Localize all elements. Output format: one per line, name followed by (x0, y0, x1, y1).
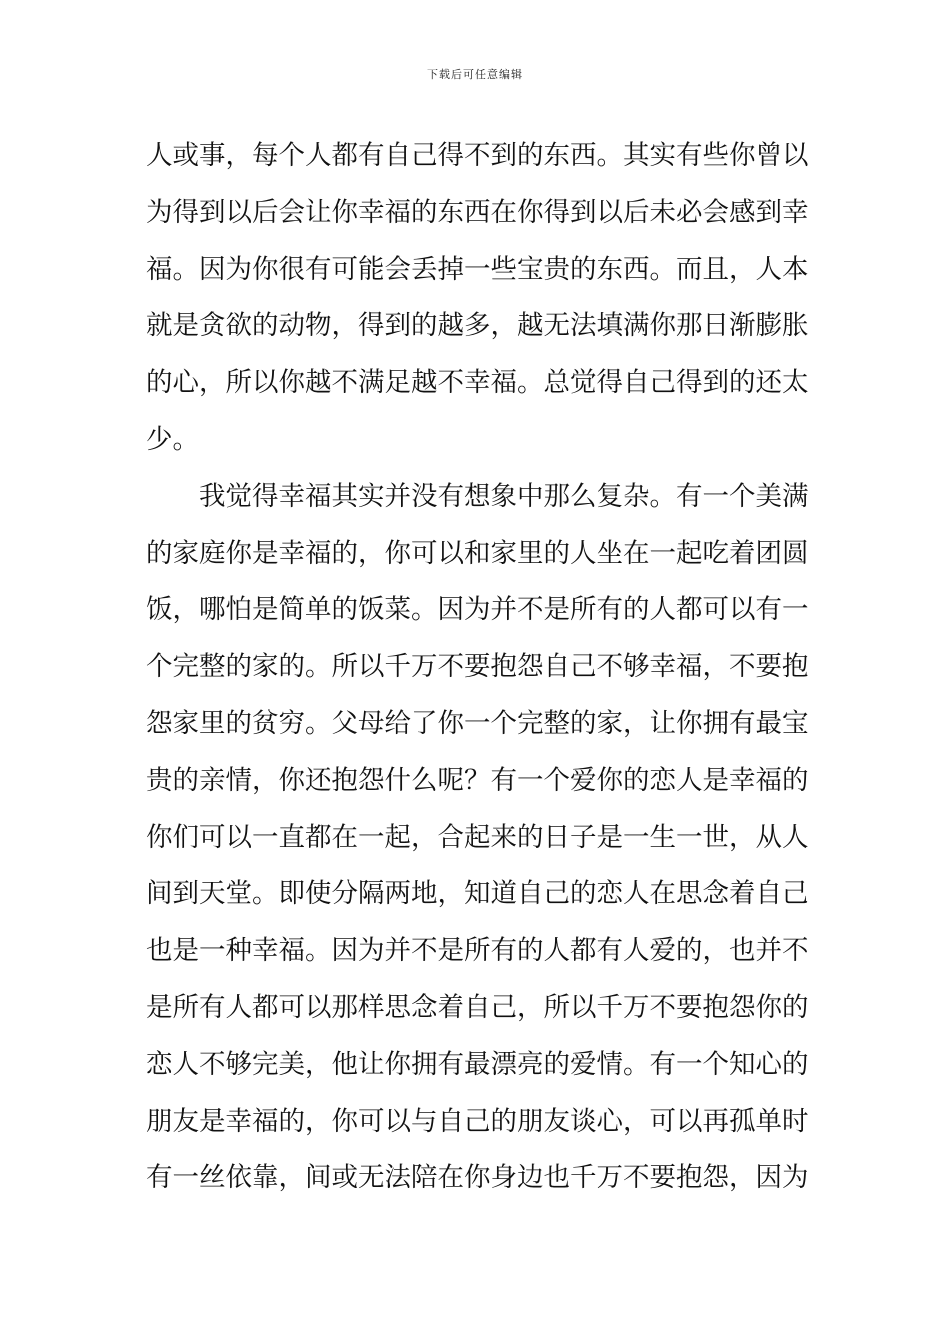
paragraph-2 (146, 469, 808, 1207)
text-line: 我觉得幸福其实并没有想象中那么复杂。有一个美满 (199, 480, 809, 512)
paragraph-1 (146, 128, 808, 469)
text-line: 怨家里的贫穷。父母给了你一个完整的家，让你拥有最宝 (146, 707, 809, 739)
text-line: 个完整的家的。所以千万不要抱怨自己不够幸福，不要抱 (146, 651, 809, 683)
text-line: 是所有人都可以那样思念着自己，所以千万不要抱怨你的 (146, 991, 809, 1023)
document-body (146, 128, 808, 1207)
text-line: 的心，所以你越不满足越不幸福。总觉得自己得到的还太 (146, 367, 809, 399)
text-line: 人或事，每个人都有自己得不到的东西。其实有些你曾以 (146, 140, 809, 171)
text-line: 贵的亲情，你还抱怨什么呢？有一个爱你的恋人是幸福的 (146, 764, 809, 796)
text-line: 恋人不够完美，他让你拥有最漂亮的爱情。有一个知心的 (146, 1048, 809, 1080)
text-line: 福。因为你很有可能会丢掉一些宝贵的东西。而且，人本 (146, 253, 809, 285)
text-line: 的家庭你是幸福的，你可以和家里的人坐在一起吃着团圆 (146, 537, 809, 569)
text-line: 有一丝依靠，间或无法陪在你身边也千万不要抱怨，因为 (146, 1162, 809, 1194)
text-line: 也是一种幸福。因为并不是所有的人都有人爱的，也并不 (146, 935, 809, 967)
text-line: 就是贪欲的动物，得到的越多，越无法填满你那日渐膨胀 (146, 310, 809, 342)
page-header: 下载后可任意编辑 (427, 68, 523, 81)
text-line: 朋友是幸福的，你可以与自己的朋友谈心，可以再孤单时 (146, 1105, 809, 1137)
text-line: 饭，哪怕是简单的饭菜。因为并不是所有的人都可以有一 (146, 594, 809, 626)
text-line: 少。 (146, 423, 199, 455)
text-line: 为得到以后会让你幸福的东西在你得到以后未必会感到幸 (146, 196, 809, 228)
text-line: 你们可以一直都在一起，合起来的日子是一生一世，从人 (146, 821, 809, 853)
text-line: 间到天堂。即使分隔两地，知道自己的恋人在思念着自己 (146, 878, 809, 910)
